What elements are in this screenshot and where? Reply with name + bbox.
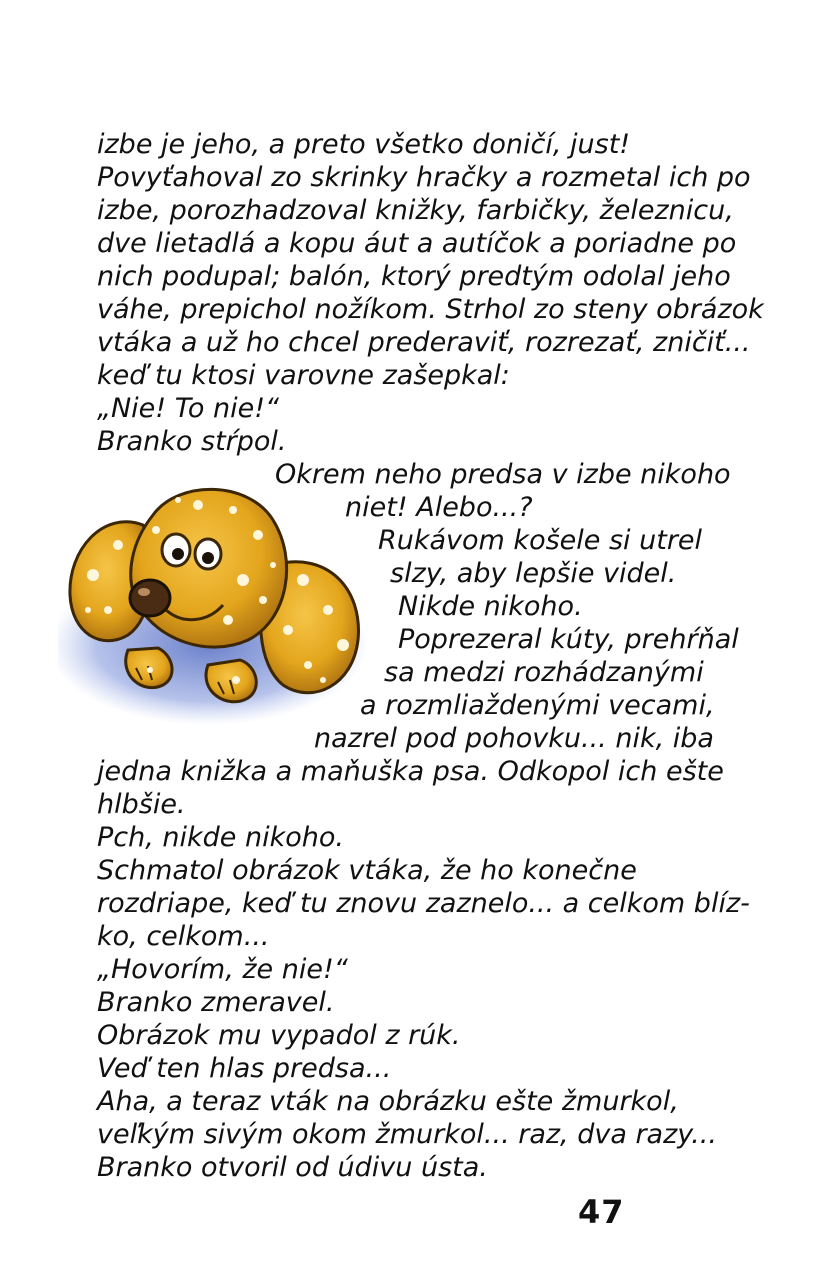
text-line: izbe, porozhadzoval knižky, farbičky, železnicu, — [97, 195, 734, 226]
text-line: Okrem neho predsa v izbe nikoho — [275, 459, 731, 490]
text-line: jedna knižka a maňuška psa. Odkopol ich ešte — [97, 756, 724, 787]
text-line: veľkým sivým okom žmurkol... raz, dva razy... — [97, 1119, 717, 1150]
text-line: „Nie! To nie!“ — [97, 393, 279, 424]
text-line: Obrázok mu vypadol z rúk. — [97, 1020, 461, 1051]
text-line: a rozmliaždenými vecami, — [360, 690, 715, 721]
text-line: Branko zmeravel. — [97, 987, 335, 1018]
text-line: váhe, prepichol nožíkom. Strhol zo steny obrázok — [97, 294, 764, 325]
text-line: ko, celkom... — [97, 921, 270, 952]
text-line: niet! Alebo...? — [345, 492, 533, 523]
text-line: Poprezeral kúty, prehŕňal — [398, 624, 739, 655]
text-line: keď tu ktosi varovne zašepkal: — [97, 360, 510, 391]
text-line: izbe je jeho, a preto všetko doničí, just! — [97, 129, 631, 160]
text-line: Veď ten hlas predsa... — [97, 1053, 392, 1084]
text-line: Nikde nikoho. — [398, 591, 583, 622]
page-number: 47 — [578, 1193, 625, 1231]
text-line: Povyťahoval zo skrinky hračky a rozmetal ich po — [97, 162, 751, 193]
dog-puppet-icon — [58, 470, 378, 730]
text-line: Branko stŕpol. — [97, 426, 287, 457]
text-line: Aha, a teraz vták na obrázku ešte žmurkol, — [97, 1086, 679, 1117]
text-line: slzy, aby lepšie videl. — [390, 558, 677, 589]
text-line: sa medzi rozhádzanými — [384, 657, 704, 688]
text-line: nich podupal; balón, ktorý predtým odolal jeho — [97, 261, 731, 292]
text-line: Rukávom košele si utrel — [378, 525, 703, 556]
text-line: nazrel pod pohovku... nik, iba — [314, 723, 714, 754]
text-line: Pch, nikde nikoho. — [97, 822, 344, 853]
text-line: dve lietadlá a kopu áut a autíčok a poriadne po — [97, 228, 737, 259]
text-line: „Hovorím, že nie!“ — [97, 954, 348, 985]
text-line: Branko otvoril od údivu ústa. — [97, 1152, 488, 1183]
text-line: Schmatol obrázok vtáka, že ho konečne — [97, 855, 637, 886]
text-line: hlbšie. — [97, 789, 186, 820]
text-line: vtáka a už ho chcel prederaviť, rozrezať, zničiť... — [97, 327, 751, 358]
text-line: rozdriape, keď tu znovu zaznelo... a celkom blíz- — [97, 888, 750, 919]
